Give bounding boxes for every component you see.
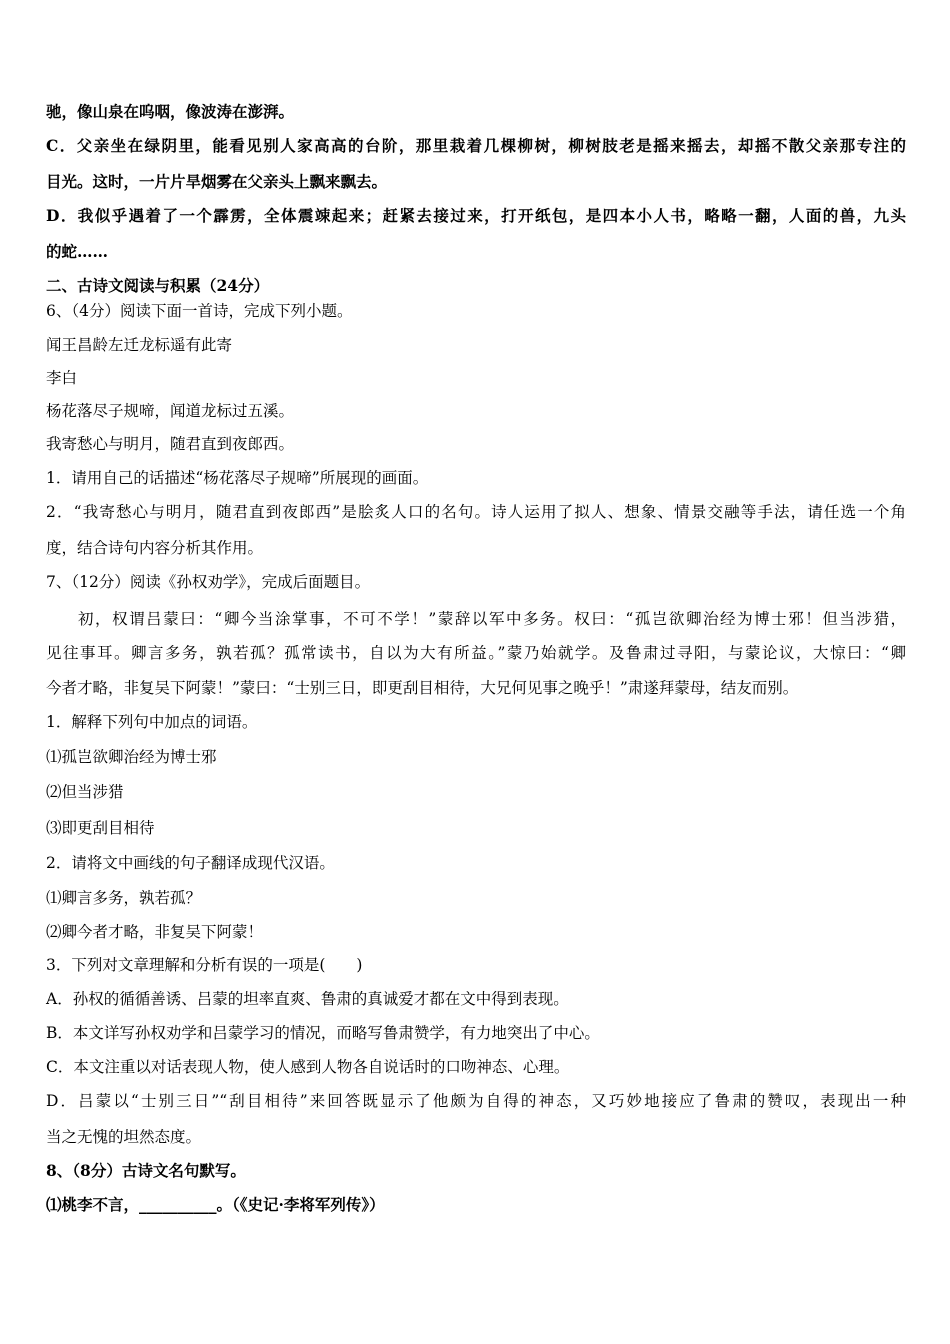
item: ⑶即更刮目相待 [46, 819, 155, 837]
passage-line: 初，权谓吕蒙曰：“卿今当涂掌事，不可不学！”蒙辞以军中多务。权曰：“孤岂欲卿治经为博士邪！但当涉猎， [78, 610, 906, 628]
text-line: 当之无愧的坦然态度。 [46, 1128, 202, 1146]
option-b: B．本文详写孙权劝学和吕蒙学习的情况，而略写鲁肃赞学，有力地突出了中心。 [46, 1024, 600, 1042]
item: ⑵卿今者才略，非复吴下阿蒙！ [46, 923, 264, 941]
section-heading: 二、古诗文阅读与积累（24分） [46, 276, 270, 295]
question-6: 6、（4分）阅读下面一首诗，完成下列小题。 [46, 302, 353, 320]
question-8: 8、（8分）古诗文名句默写。 [46, 1161, 246, 1180]
sub-question: 3．下列对文章理解和分析有误的一项是( ) [46, 956, 363, 974]
item: ⑴卿言多务，孰若孤？ [46, 889, 202, 907]
passage-line: 见往事耳。卿言多务，孰若孤？孤常读书，自以为大有所益。”蒙乃始就学。及鲁肃过寻阳，与蒙论议，大惊曰：“卿 [46, 644, 906, 662]
item: ⑵但当涉猎 [46, 783, 124, 801]
sub-question: 2．“我寄愁心与明月，随君直到夜郎西”是脍炙人口的名句。诗人运用了拟人、想象、情景交融等手法，请任选一个角 [46, 503, 906, 521]
text-line: 的蛇…… [46, 242, 109, 261]
sub-question: 1．请用自己的话描述“杨花落尽子规啼”所展现的画面。 [46, 469, 429, 487]
text-line: 目光。这时，一片片旱烟雾在父亲头上飘来飘去。 [46, 172, 388, 191]
option-d: D．我似乎遇着了一个霹雳，全体震竦起来；赶紧去接过来，打开纸包，是四本小人书，略略一翻，人面的兽，九头 [46, 206, 906, 225]
fill-in-item: ⑴桃李不言，__________。（《史记·李将军列传》） [46, 1195, 385, 1214]
option-c: C．父亲坐在绿阴里，能看见别人家高高的台阶，那里栽着几棵柳树，柳树肢老是摇来摇去，却摇不散父亲那专注的 [46, 136, 906, 155]
poem-line: 杨花落尽子规啼，闻道龙标过五溪。 [46, 402, 295, 420]
sub-question: 2．请将文中画线的句子翻译成现代汉语。 [46, 854, 335, 872]
text-line: 度，结合诗句内容分析其作用。 [46, 539, 264, 557]
poem-line: 我寄愁心与明月，随君直到夜郎西。 [46, 435, 295, 453]
option-c: C．本文注重以对话表现人物，使人感到人物各自说话时的口吻神态、心理。 [46, 1058, 570, 1076]
poem-author: 李白 [46, 369, 78, 387]
option-d: D．吕蒙以“士别三日”“刮目相待”来回答既显示了他颇为自得的神态，又巧妙地接应了鲁肃的赞叹，表现出一种 [46, 1092, 906, 1110]
question-7: 7、（12分）阅读《孙权劝学》，完成后面题目。 [46, 573, 371, 591]
passage-line: 今者才略，非复吴下阿蒙！”蒙曰：“士别三日，即更刮目相待，大兄何见事之晚乎！”肃遂拜蒙母，结友而别。 [46, 679, 799, 697]
option-a: A．孙权的循循善诱、吕蒙的坦率直爽、鲁肃的真诚爱才都在文中得到表现。 [46, 990, 569, 1008]
item: ⑴孤岂欲卿治经为博士邪 [46, 748, 217, 766]
sub-question: 1．解释下列句中加点的词语。 [46, 713, 258, 731]
poem-title: 闻王昌龄左迁龙标遥有此寄 [46, 336, 233, 354]
text-line: 驰，像山泉在呜咽，像波涛在澎湃。 [46, 102, 295, 121]
